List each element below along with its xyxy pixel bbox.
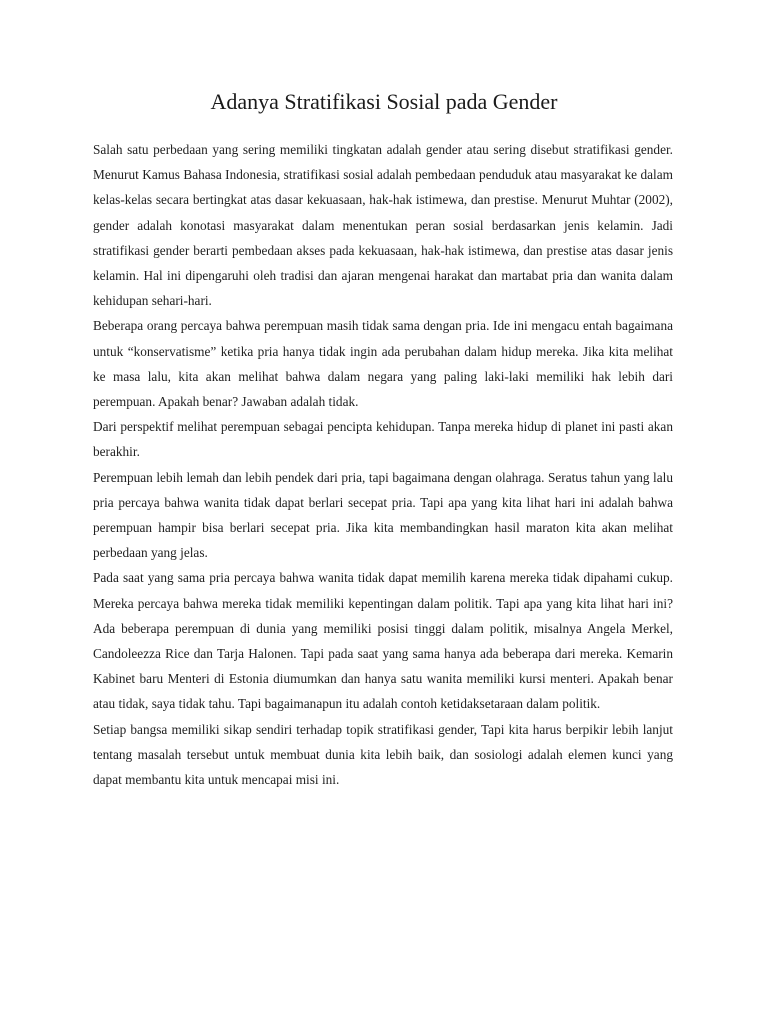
paragraph-5: Pada saat yang sama pria percaya bahwa wanita tidak dapat memilih karena mereka tidak dipahami cukup. Mereka percaya bahwa mereka tidak memiliki kepentingan dalam politik. Tapi apa yang kita lihat hari ini? Ada beberapa perempuan di dunia yang memiliki posisi tinggi dalam politik, misalnya Angela Merkel, Candoleezza Rice dan Tarja Halonen. Tapi pada saat yang sama hanya ada beberapa dari mereka. Kemarin Kabinet baru Menteri di Estonia diumumkan dan hanya satu wanita memiliki kursi menteri. Apakah benar atau tidak, saya tidak tahu. Tapi bagaimanapun itu adalah contoh ketidaksetaraan dalam politik. [93, 570, 673, 712]
paragraph-6: Setiap bangsa memiliki sikap sendiri terhadap topik stratifikasi gender, Tapi kita harus berpikir lebih lanjut tentang masalah tersebut untuk membuat dunia kita lebih baik, dan sosiologi adalah elemen kunci yang dapat membantu kita untuk mencapai misi ini. [93, 721, 673, 788]
paragraph-1: Salah satu perbedaan yang sering memiliki tingkatan adalah gender atau sering disebut stratifikasi gender. Menurut Kamus Bahasa Indonesia, stratifikasi sosial adalah pembedaan penduduk atau masyarakat ke dalam kelas-kelas secara bertingkat atas dasar kekuasaan, hak-hak istimewa, dan prestise. Menurut Muhtar (2002), gender adalah konotasi masyarakat dalam menentukan peran sosial berdasarkan jenis kelamin. Jadi stratifikasi gender berarti pembedaan akses pada kekuasaan, hak-hak istimewa, dan prestise atas dasar jenis kelamin. Hal ini dipengaruhi oleh tradisi dan ajaran mengenai harakat dan martabat pria dan wanita dalam kehidupan sehari-hari. [93, 142, 673, 309]
paragraph-4: Perempuan lebih lemah dan lebih pendek dari pria, tapi bagaimana dengan olahraga. Seratus tahun yang lalu pria percaya bahwa wanita tidak dapat berlari secepat pria. Tapi apa yang kita lihat hari ini adalah bahwa perempuan hampir bisa berlari secepat pria. Jika kita membandingkan hasil maraton kita akan melihat perbedaan yang jelas. [93, 469, 673, 561]
document-body [93, 137, 673, 792]
paragraph-3: Dari perspektif melihat perempuan sebagai pencipta kehidupan. Tanpa mereka hidup di planet ini pasti akan berakhir. [93, 419, 673, 460]
paragraph-2: Beberapa orang percaya bahwa perempuan masih tidak sama dengan pria. Ide ini mengacu entah bagaimana untuk “konservatisme” ketika pria hanya tidak ingin ada perubahan dalam hidup mereka. Jika kita melihat ke masa lalu, kita akan melihat bahwa dalam negara yang paling laki-laki memiliki hak lebih dari perempuan. Apakah benar? Jawaban adalah tidak. [93, 318, 673, 410]
document-title: Adanya Stratifikasi Sosial pada Gender [210, 89, 558, 114]
